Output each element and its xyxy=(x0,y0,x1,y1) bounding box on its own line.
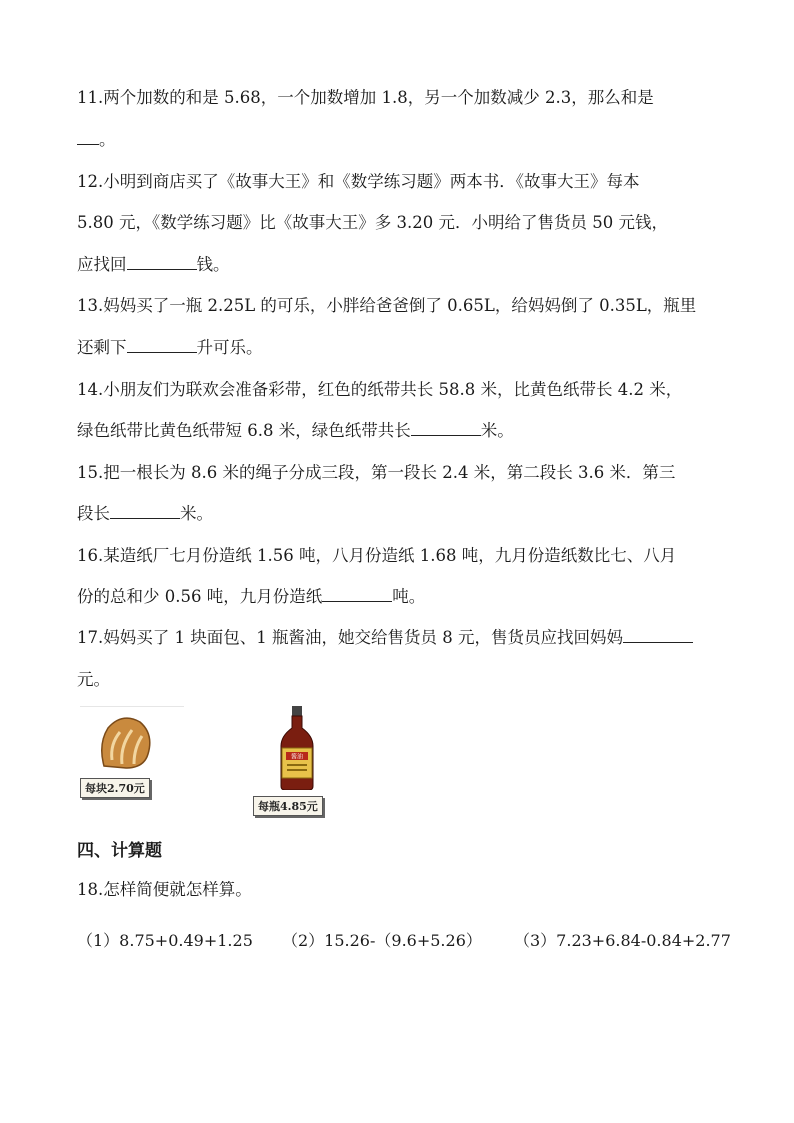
problem-12-line-1: 12.小明到商店买了《故事大王》和《数学练习题》两本书．《故事大王》每本 xyxy=(77,172,640,191)
soy-sauce-label: 酱油 xyxy=(290,753,304,761)
problem-12-line-2: 5.80 元，《数学练习题》比《故事大王》多 3.20 元．小明给了售货员 50 元钱， xyxy=(77,213,668,232)
problem-11-line-2: 。 xyxy=(77,130,116,150)
answer-blank[interactable] xyxy=(127,255,197,270)
problem-15-line-1: 15.把一根长为 8.6 米的绳子分成三段，第一段长 2.4 米，第二段长 3.6 米．第三 xyxy=(77,463,676,482)
bread-price-tag: 每块2.70元 xyxy=(80,778,150,798)
problem-13-line-2: 还剩下 升可乐。 xyxy=(77,338,263,357)
answer-blank[interactable] xyxy=(623,628,693,643)
problem-14-line-1: 14.小朋友们为联欢会准备彩带，红色的纸带共长 58.8 米，比黄色纸带长 4.2 米， xyxy=(77,380,683,399)
soy-sauce-figure xyxy=(253,706,349,816)
problem-12-line-3: 应找回 钱。 xyxy=(77,255,230,274)
problem-14-line-2: 绿色纸带比黄色纸带短 6.8 米，绿色纸带共长 米。 xyxy=(77,421,514,440)
problem-16-line-2: 份的总和少 0.56 吨，九月份造纸 吨。 xyxy=(77,587,426,606)
answer-blank[interactable] xyxy=(77,130,99,145)
section-title: 四、计算题 xyxy=(77,841,162,861)
answer-blank[interactable] xyxy=(322,587,392,602)
answer-blank[interactable] xyxy=(110,504,180,519)
problem-11-line-1: 11.两个加数的和是 5.68，一个加数增加 1.8，另一个加数减少 2.3，那么和是 xyxy=(77,88,654,107)
answer-blank[interactable] xyxy=(411,421,481,436)
problem-13-line-1: 13.妈妈买了一瓶 2.25L 的可乐，小胖给爸爸倒了 0.65L，给妈妈倒了 0.35L，瓶里 xyxy=(77,296,697,315)
calc-item-3: （3）7.23+6.84-0.84+2.77 xyxy=(514,931,731,950)
problem-15-line-2: 段长 米。 xyxy=(77,504,213,523)
soy-sauce-bottle-icon xyxy=(277,706,317,790)
problem-16-line-1: 16.某造纸厂七月份造纸 1.56 吨，八月份造纸 1.68 吨，九月份造纸数比七、八月 xyxy=(77,546,677,565)
soy-sauce-price-tag: 每瓶4.85元 xyxy=(253,796,323,816)
calc-item-2: （2）15.26-（9.6+5.26） xyxy=(282,931,482,950)
answer-blank[interactable] xyxy=(127,338,197,353)
bread-icon xyxy=(96,714,156,770)
bread-figure xyxy=(80,706,184,796)
problem-17-line-1: 17.妈妈买了 1 块面包、1 瓶酱油，她交给售货员 8 元，售货员应找回妈妈 xyxy=(77,628,693,648)
problem-17-line-2: 元。 xyxy=(77,670,110,689)
problem-18-prompt: 18.怎样简便就怎样算。 xyxy=(77,880,252,899)
calc-item-1: （1）8.75+0.49+1.25 xyxy=(77,931,253,950)
